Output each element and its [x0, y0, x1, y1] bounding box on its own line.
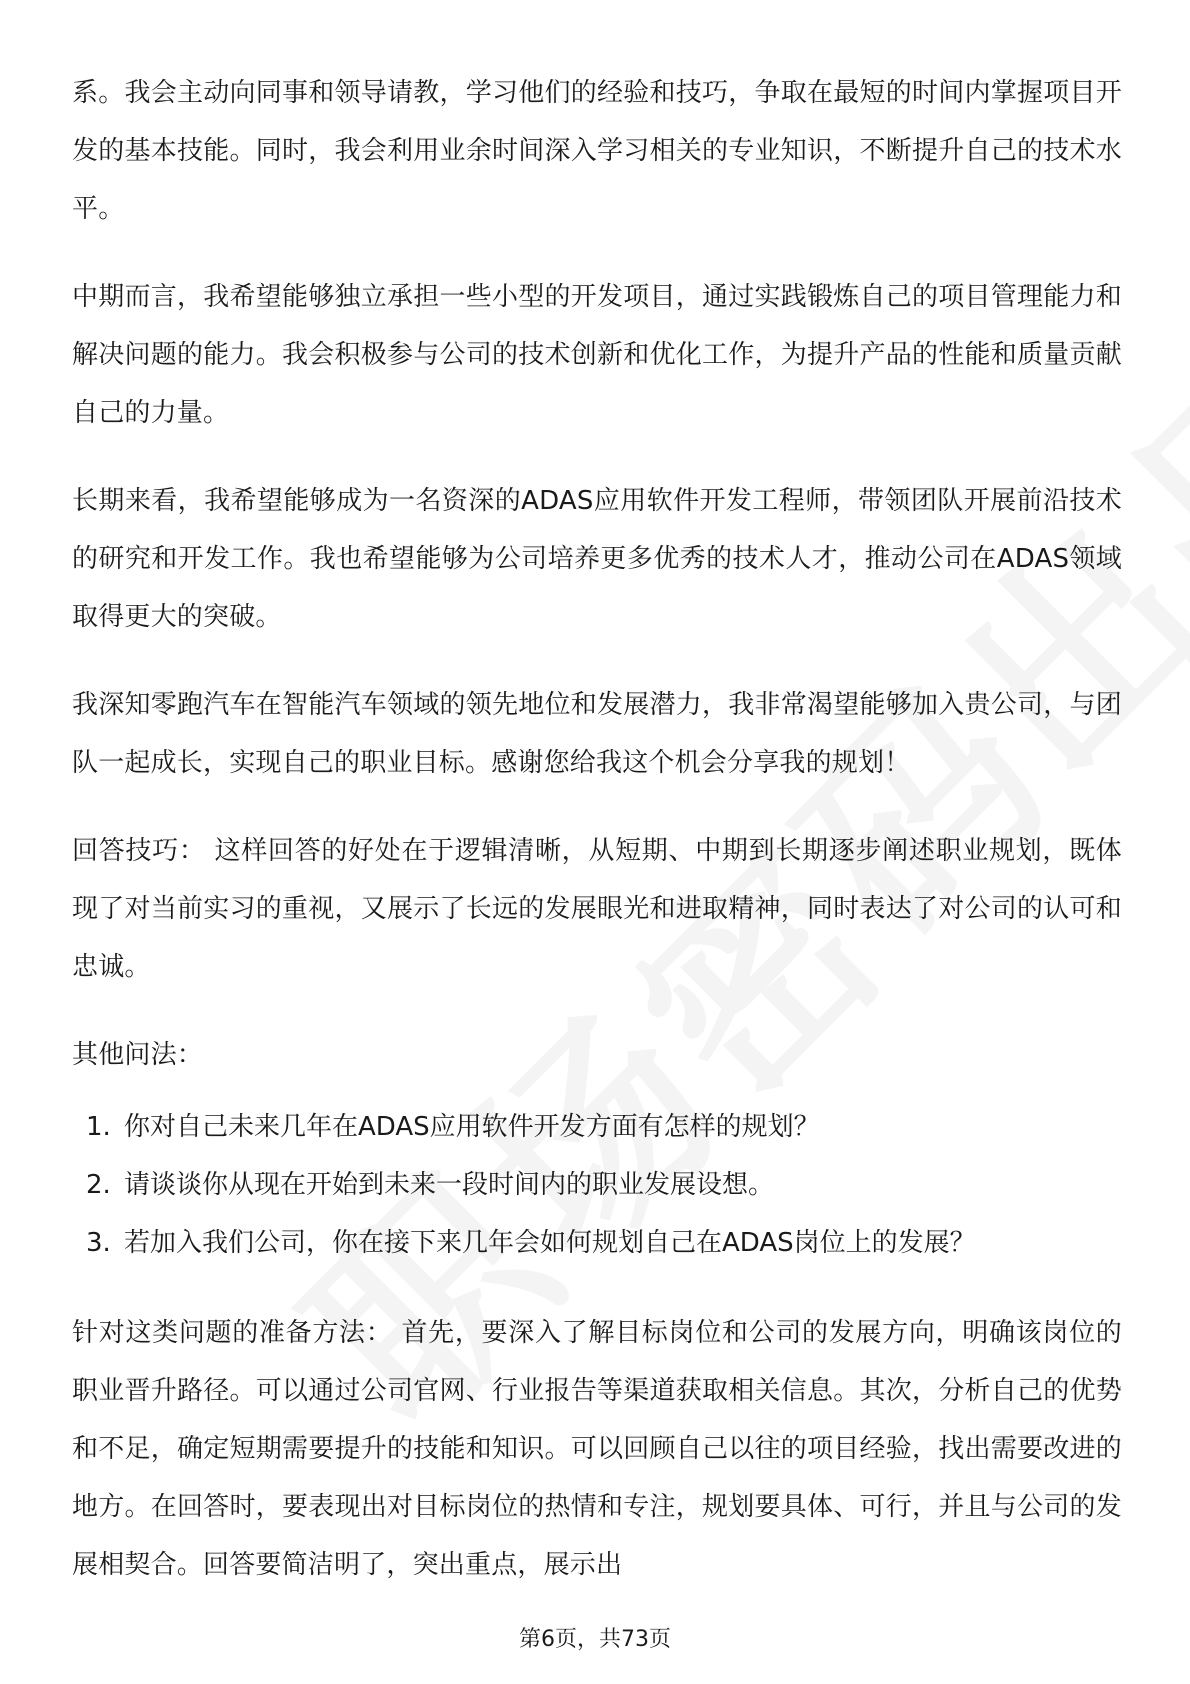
list-item [72, 1098, 1122, 1156]
list-item-number: 2. [86, 1170, 111, 1200]
list-item-text: 请谈谈你从现在开始到未来一段时间内的职业发展设想。 [124, 1170, 775, 1200]
list-item-text: 若加入我们公司，你在接下来几年会如何规划自己在ADAS岗位上的发展？ [124, 1228, 976, 1258]
other-questions-heading: 其他问法： [72, 1040, 204, 1070]
list-item-text: 你对自己未来几年在ADAS应用软件开发方面有怎样的规划？ [124, 1112, 820, 1142]
paragraph-closing: 我深知零跑汽车在智能汽车领域的领先地位和发展潜力，我非常渴望能够加入贵公司，与团队一起成长，实现自己的职业目标。感谢您给我这个机会分享我的规划！ [72, 690, 1122, 778]
list-item-number: 3. [86, 1228, 111, 1258]
list-item-number: 1. [86, 1112, 111, 1142]
paragraph-preparation: 针对这类问题的准备方法： 首先，要深入了解目标岗位和公司的发展方向，明确该岗位的职业晋升路径。可以通过公司官网、行业报告等渠道获取相关信息。其次，分析自己的优势和不足，确定短期需要提升的技能和知识。可以回顾自己以往的项目经验，找出需要改进的地方。在回答时，要表现出对目标岗位的热情和专注，规划要具体、可行，并且与公司的发展相契合。回答要简洁明了，突出重点，展示出 [72, 1318, 1122, 1580]
page-content [72, 64, 1122, 1624]
paragraph-mid-term: 中期而言，我希望能够独立承担一些小型的开发项目，通过实践锻炼自己的项目管理能力和解决问题的能力。我会积极参与公司的技术创新和优化工作，为提升产品的性能和质量贡献自己的力量。 [72, 282, 1122, 428]
paragraph-short-term: 系。我会主动向同事和领导请教，学习他们的经验和技巧，争取在最短的时间内掌握项目开发的基本技能。同时，我会利用业余时间深入学习相关的专业知识，不断提升自己的技术水平。 [72, 78, 1122, 224]
list-item [72, 1214, 1122, 1272]
other-questions-list [72, 1098, 1122, 1272]
page-number-footer: 第6页，共73页 [519, 1627, 671, 1652]
paragraph-answer-tips: 回答技巧： 这样回答的好处在于逻辑清晰，从短期、中期到长期逐步阐述职业规划，既体现了对当前实习的重视，又展示了长远的发展眼光和进取精神，同时表达了对公司的认可和忠诚。 [72, 836, 1123, 982]
paragraph-long-term: 长期来看，我希望能够成为一名资深的ADAS应用软件开发工程师，带领团队开展前沿技术的研究和开发工作。我也希望能够为公司培养更多优秀的技术人才，推动公司在ADAS领域取得更大的突破。 [72, 486, 1122, 632]
list-item [72, 1156, 1122, 1214]
